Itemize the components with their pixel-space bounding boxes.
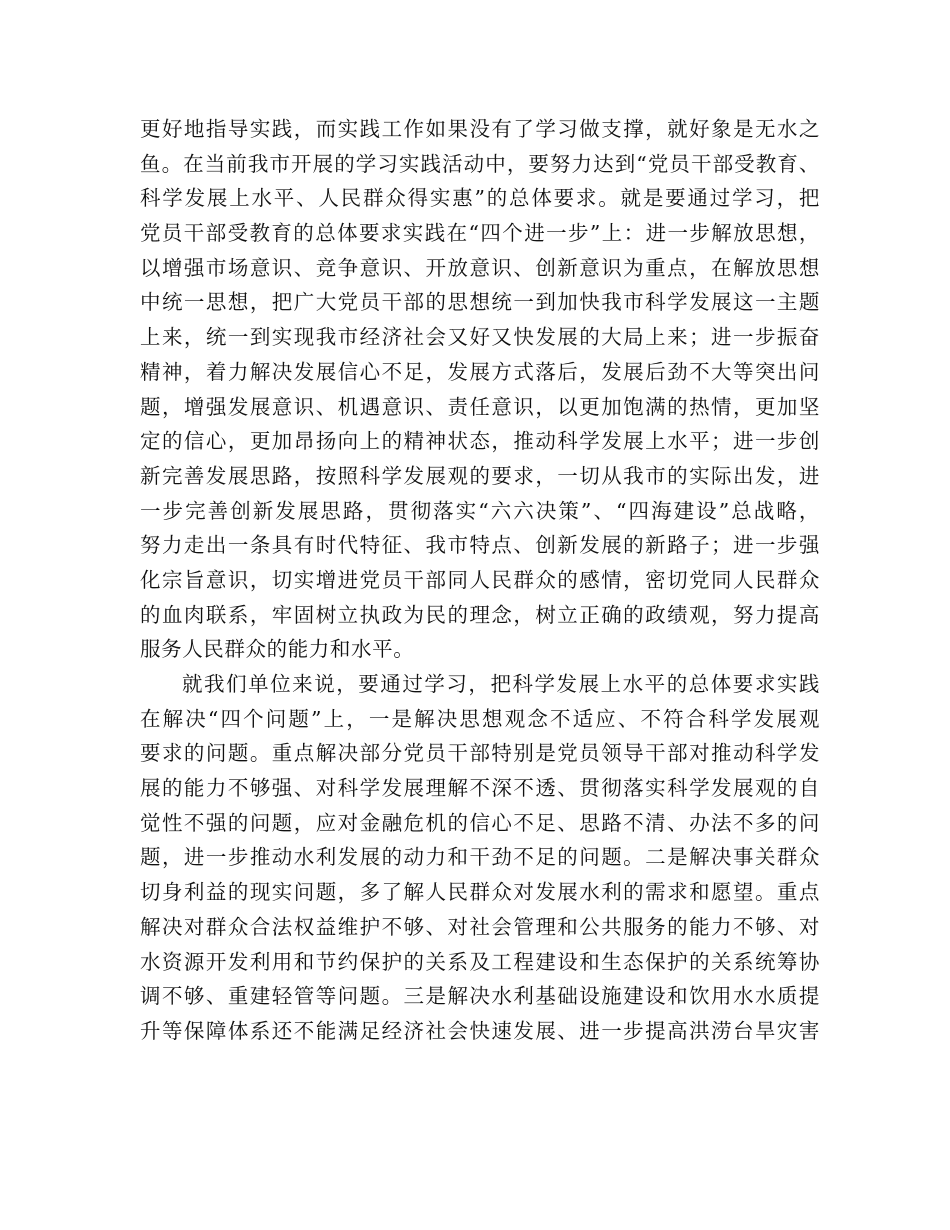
text-line: 精神，着力解决发展信心不足，发展方式落后，发展后劲不大等突出问 [140,359,820,384]
text-line: 中统一思想，把广大党员干部的思想统一到加快我市科学发展这一主题 [140,290,820,315]
text-line: 解决对群众合法权益维护不够、对社会管理和公共服务的能力不够、对 [140,914,820,939]
document-page [140,112,820,1049]
paragraph-2 [140,667,820,1049]
text-line: 科学发展上水平、人民群众得实惠”的总体要求。就是要通过学习，把 [140,186,820,211]
text-line: 上来，统一到实现我市经济社会又好又快发展的大局上来；进一步振奋 [140,325,820,350]
text-line: 新完善发展思路，按照科学发展观的要求，一切从我市的实际出发，进 [140,463,820,488]
text-line: 切身利益的现实问题，多了解人民群众对发展水利的需求和愿望。重点 [140,880,820,905]
text-line: 升等保障体系还不能满足经济社会快速发展、进一步提高洪涝台旱灾害 [140,1018,820,1043]
text-line: 要求的问题。重点解决部分党员干部特别是党员领导干部对推动科学发 [140,741,820,766]
text-line: 觉性不强的问题，应对金融危机的信心不足、思路不清、办法不多的问 [140,810,820,835]
text-line-first: 就我们单位来说，要通过学习，把科学发展上水平的总体要求实践 [182,672,820,696]
text-line: 水资源开发利用和节约保护的关系及工程建设和生态保护的关系统筹协 [140,949,820,974]
text-line: 努力走出一条具有时代特征、我市特点、创新发展的新路子；进一步强 [140,533,820,558]
text-line: 题，进一步推动水利发展的动力和干劲不足的问题。二是解决事关群众 [140,845,820,870]
text-line: 在解决“四个问题”上，一是解决思想观念不适应、不符合科学发展观 [140,706,820,731]
text-line: 调不够、重建轻管等问题。三是解决水利基础设施建设和饮用水水质提 [140,984,820,1009]
text-line: 以增强市场意识、竞争意识、开放意识、创新意识为重点，在解放思想 [140,255,820,280]
text-line: 鱼。在当前我市开展的学习实践活动中，要努力达到“党员干部受教育、 [140,151,820,176]
text-line: 党员干部受教育的总体要求实践在“四个进一步”上：进一步解放思想， [140,221,820,246]
text-line: 定的信心，更加昂扬向上的精神状态，推动科学发展上水平；进一步创 [140,429,820,454]
text-line: 更好地指导实践，而实践工作如果没有了学习做支撑，就好象是无水之 [140,117,820,141]
text-line: 化宗旨意识，切实增进党员干部同人民群众的感情，密切党同人民群众 [140,567,820,592]
text-line-last: 服务人民群众的能力和水平。 [140,637,415,662]
text-line: 的血肉联系，牢固树立执政为民的理念，树立正确的政绩观，努力提高 [140,602,820,627]
paragraph-1 [140,112,820,667]
text-line: 展的能力不够强、对科学发展理解不深不透、贯彻落实科学发展观的自 [140,776,820,801]
text-line: 题，增强发展意识、机遇意识、责任意识，以更加饱满的热情，更加坚 [140,394,820,419]
text-line: 一步完善创新发展思路，贯彻落实“六六决策”、“四海建设”总战略， [140,498,820,523]
